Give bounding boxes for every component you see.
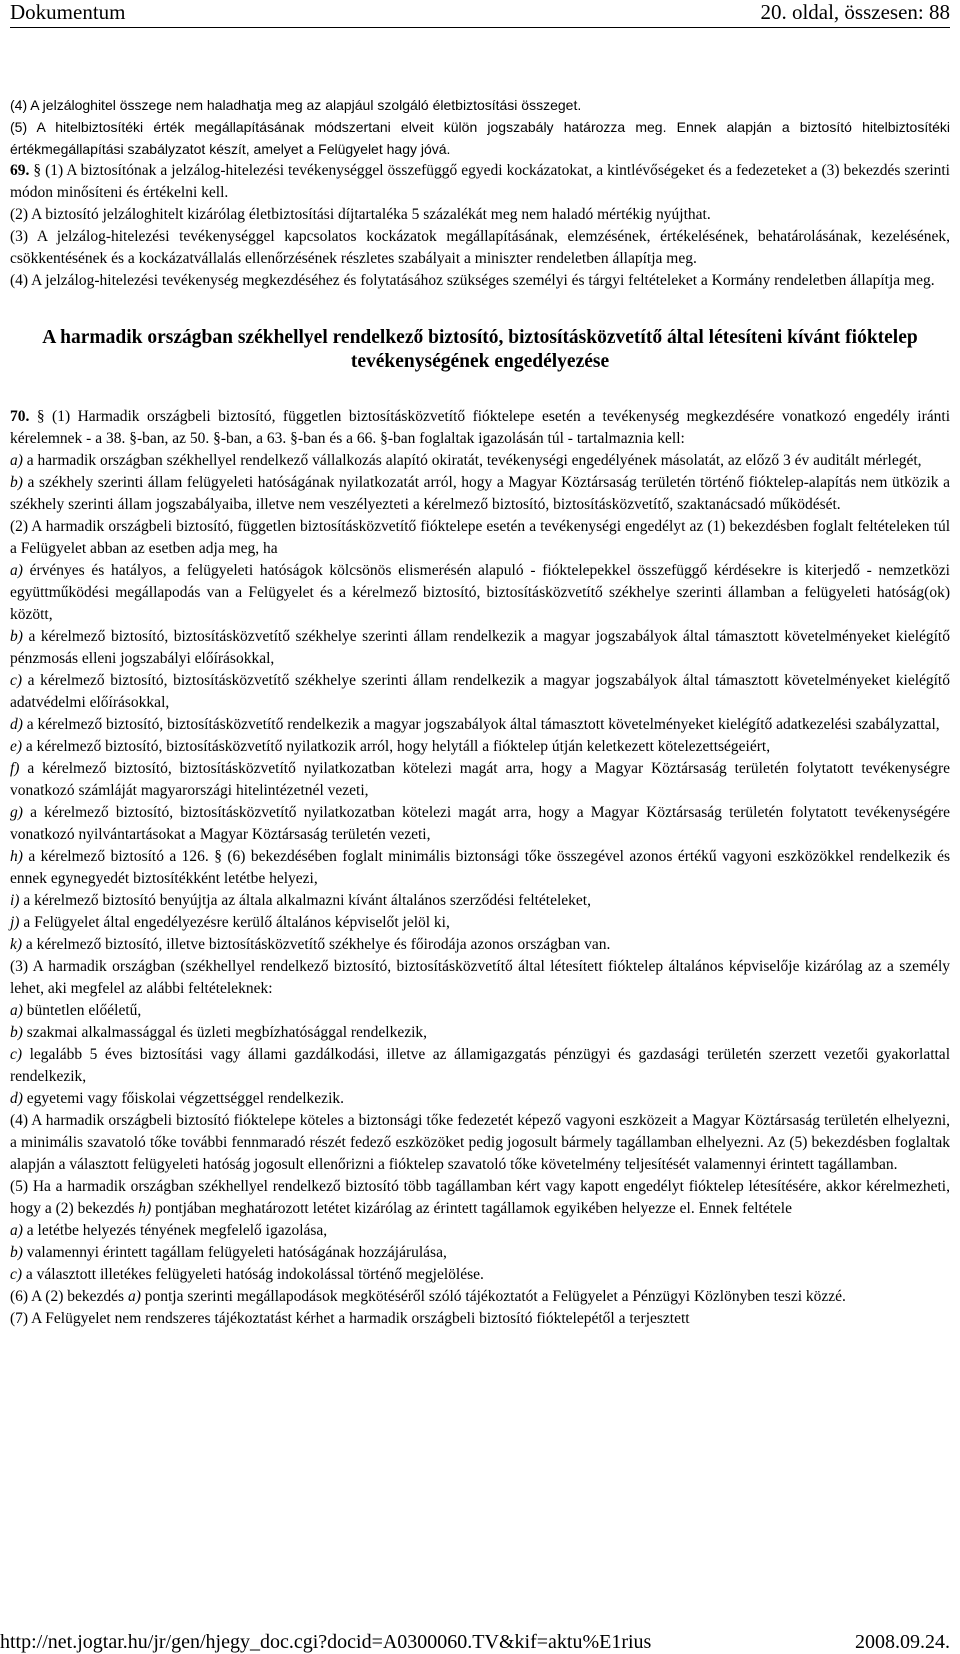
page-footer xyxy=(0,1630,950,1654)
list-item: k) a kérelmező biztosító, illetve biztosításközvetítő székhelye és főirodája azonos országban van. xyxy=(10,936,611,953)
section-70-paragraph-7: (7) A Felügyelet nem rendszeres tájékoztatást kérhet a harmadik országbeli biztosító fióktelepétől a terjesztett xyxy=(10,1310,690,1327)
section-heading: A harmadik országban székhellyel rendelkező biztosító, biztosításközvetítő által létesíteni kívánt fióktelep tevékenységének engedélyezése xyxy=(42,327,918,372)
page-header xyxy=(10,0,950,28)
paragraph: (4) A jelzáloghitel összege nem haladhatja meg az alapjául szolgáló életbiztosítási összeget. xyxy=(10,97,582,113)
section-69-paragraph-1: 69. § (1) A biztosítónak a jelzálog-hitelezési tevékenységgel összefüggő egyedi kockázatokat, a kintlévőségeket és a fedezeteket a (3) bekezdés szerinti módon minősíteni és értékelni kell. xyxy=(10,162,950,201)
list-item: h) a kérelmező biztosító a 126. § (6) bekezdésében foglalt minimális biztonsági tőke összegével azonos értékű vagyoni eszközökkel rendelkezik és ennek egynegyedét biztosítékként letétbe helyezi, xyxy=(10,848,950,887)
section-number: 70. xyxy=(10,408,30,425)
list-item: a) a letétbe helyezés tényének megfelelő igazolása, xyxy=(10,1222,328,1239)
list-item: e) a kérelmező biztosító, biztosításközvetítő nyilatkozik arról, hogy helytáll a fióktelep útján keletkezett kötelezettségeiért, xyxy=(10,738,771,755)
header-divider xyxy=(10,27,950,28)
paragraph: (5) A hitelbiztosítéki érték megállapításának módszertani elveit külön jogszabály határozza meg. Ennek alapján a biztosító hitelbiztosítéki értékmegállapítási szabályzatot készít, amelyet a Felügyelet hagy jóvá. xyxy=(10,119,950,157)
section-number: 69. xyxy=(10,162,30,179)
list-item: a) büntetlen előéletű, xyxy=(10,1002,142,1019)
list-item: c) a választott illetékes felügyeleti hatóság indokolással történő megjelölése. xyxy=(10,1266,484,1283)
list-item: i) a kérelmező biztosító benyújtja az általa alkalmazni kívánt általános szerződési feltételeket, xyxy=(10,892,591,909)
section-70-paragraph-4: (4) A harmadik országbeli biztosító fióktelepe köteles a biztonsági tőke fedezetét képező vagyoni eszközeit a Magyar Köztársaság területén elhelyezni, a minimális szavatoló tőke további fennmaradó részét fedező eszközöket pedig jogosult bármely tagállamban elhelyezni. Az (5) bekezdésben foglaltak alapján a választott felügyeleti hatóság jogosult ellenőrizni a fióktelep szavatoló tőke követelmény teljesítését valamennyi érintett tagállamban. xyxy=(10,1112,950,1173)
list-item: b) szakmai alkalmassággal és üzleti megbízhatósággal rendelkezik, xyxy=(10,1024,428,1041)
section-69-paragraph-2: (2) A biztosító jelzáloghitelt kizárólag életbiztosítási díjtartaléka 5 százalékát meg nem haladó mértékig nyújthat. xyxy=(10,206,711,223)
section-70-paragraph-5: (5) Ha a harmadik országban székhellyel rendelkező biztosító több tagállamban kért vagy kapott engedélyt fióktelep létesítésére, akkor kérelmezheti, hogy a (2) bekezdés h) pontjában meghatározott letétet kizárólag az érintett tagállamok egyikében helyezze el. Ennek feltétele xyxy=(10,1178,950,1217)
document-title: Dokumentum xyxy=(10,0,126,24)
list-item: a) a harmadik országban székhellyel rendelkező vállalkozás alapító okiratát, tevékenységi engedélyének másolatát, az előző 3 év auditált mérlegét, xyxy=(10,452,922,469)
list-item: g) a kérelmező biztosító, biztosításközvetítő nyilatkozatban kötelezi magát arra, hogy a Magyar Köztársaság területén folytatott tevékenységére vonatkozó nyilvántartásokat a Magyar Köztársaság területén vezeti, xyxy=(10,804,950,843)
list-item: b) valamennyi érintett tagállam felügyeleti hatóságának hozzájárulása, xyxy=(10,1244,447,1261)
list-item: b) a kérelmező biztosító, biztosításközvetítő székhelye szerinti állam rendelkezik a magyar jogszabályok által támasztott követelményeket kielégítő pénzmosás elleni jogszabályi előírásokkal, xyxy=(10,628,950,667)
list-item: c) a kérelmező biztosító, biztosításközvetítő székhelye szerinti állam rendelkezik a magyar jogszabályok által támasztott követelményeket kielégítő adatvédelmi előírásokkal, xyxy=(10,672,950,711)
list-item: c) legalább 5 éves biztosítási vagy állami gazdálkodási, illetve az államigazgatás pénzügyi és gazdasági területén szerzett vezetői gyakorlattal rendelkezik, xyxy=(10,1046,950,1085)
section-70-paragraph-6: (6) A (2) bekezdés a) pontja szerinti megállapodások megkötéséről szóló tájékoztatót a Felügyelet a Pénzügyi Közlönyben teszi közzé. xyxy=(10,1288,846,1305)
section-70-paragraph-1: 70. § (1) Harmadik országbeli biztosító, független biztosításközvetítő fióktelepe esetén a tevékenység megkezdésére vonatkozó engedély iránti kérelemnek - a 38. §-ban, az 50. §-ban, a 63. §-ban és a 66. §-ban foglaltak igazolásán túl - tartalmaznia kell: xyxy=(10,408,950,447)
section-69-paragraph-3: (3) A jelzálog-hitelezési tevékenységgel kapcsolatos kockázatok megállapításának, elemzésének, értékelésének, behatárolásának, kezelésének, csökkentésének és a kockázatvállalás ellenőrzésének részletes szabályait a miniszter rendeletben állapítja meg. xyxy=(10,228,950,267)
list-item: b) a székhely szerinti állam felügyeleti hatóságának nyilatkozatát arról, hogy a Magyar Köztársaság területén történő fióktelep-alapítás nem ütközik a székhely szerinti állam jogszabályaiba, illetve nem veszélyezteti a kérelmező biztosító, biztosításközvetítő, szaktanácsadó működését. xyxy=(10,474,950,513)
list-item: d) egyetemi vagy főiskolai végzettséggel rendelkezik. xyxy=(10,1090,344,1107)
footer-date: 2008.09.24. xyxy=(855,1631,950,1653)
section-70-paragraph-3: (3) A harmadik országban (székhellyel rendelkező biztosító, biztosításközvetítő által létesített fióktelep általános képviselője kizárólag az a személy lehet, aki megfelel az alábbi feltételeknek: xyxy=(10,958,950,997)
document-body xyxy=(10,94,950,1330)
section-69-paragraph-4: (4) A jelzálog-hitelezési tevékenység megkezdéséhez és folytatásához szükséges személyi és tárgyi feltételeket a Kormány rendeletben állapítja meg. xyxy=(10,272,935,289)
section-70-paragraph-2: (2) A harmadik országbeli biztosító, független biztosításközvetítő fióktelepe esetén a tevékenységi engedélyt az (1) bekezdésben foglalt feltételeken túl a Felügyelet abban az esetben adja meg, ha xyxy=(10,518,950,557)
list-item: d) a kérelmező biztosító, biztosításközvetítő rendelkezik a magyar jogszabályok által támasztott követelményeket kielégítő adatkezelési szabályzattal, xyxy=(10,716,940,733)
page-indicator: 20. oldal, összesen: 88 xyxy=(760,0,950,24)
source-url[interactable]: http://net.jogtar.hu/jr/gen/hjegy_doc.cgi?docid=A0300060.TV&kif=aktu%E1rius xyxy=(0,1631,652,1653)
list-item: a) érvényes és hatályos, a felügyeleti hatóságok kölcsönös elismerésén alapuló - fióktelepekkel összefüggő kérdésekre is kiterjedő - nemzetközi együttműködési megállapodás van a Felügyelet és a kérelmező biztosító, biztosításközvetítő székhelye szerinti államban a felügyeleti hatóság(ok) között, xyxy=(10,562,950,623)
list-item: j) a Felügyelet által engedélyezésre kerülő általános képviselőt jelöl ki, xyxy=(10,914,450,931)
list-item: f) a kérelmező biztosító, biztosításközvetítő nyilatkozatban kötelezi magát arra, hogy a Magyar Köztársaság területén folytatott tevékenységre vonatkozó számláját magyarországi hitelintézetnél vezeti, xyxy=(10,760,950,799)
